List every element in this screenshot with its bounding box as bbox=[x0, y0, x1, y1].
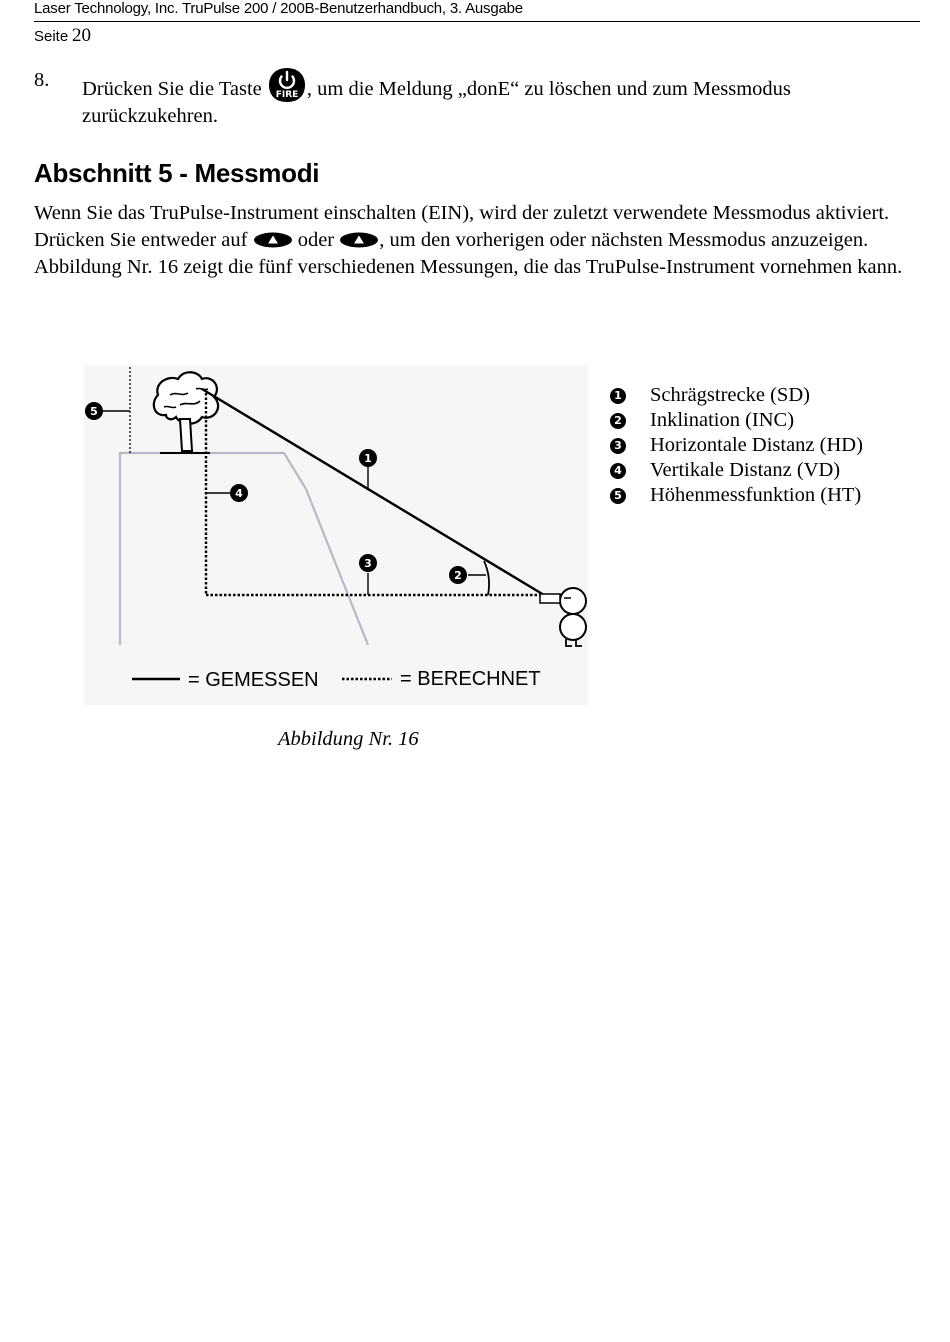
legend-number: 5 bbox=[610, 488, 626, 504]
up-button-icon bbox=[253, 232, 293, 248]
legend-label: Horizontale Distanz (HD) bbox=[650, 434, 863, 456]
section-heading: Abschnitt 5 - Messmodi bbox=[34, 158, 320, 188]
para-part2: oder bbox=[297, 229, 335, 251]
legend-label: Inklination (INC) bbox=[650, 409, 795, 431]
figure-caption: Abbildung Nr. 16 bbox=[278, 728, 419, 750]
section-paragraph bbox=[34, 200, 916, 281]
marker-3 bbox=[359, 554, 377, 572]
marker-3-label: 3 bbox=[364, 557, 372, 570]
marker-2 bbox=[449, 566, 467, 584]
legend-number: 4 bbox=[610, 463, 626, 479]
marker-1-label: 1 bbox=[364, 452, 372, 465]
legend-number: 3 bbox=[610, 438, 626, 454]
marker-4-label: 4 bbox=[235, 487, 243, 500]
measurement-figure bbox=[84, 365, 588, 705]
marker-2-label: 2 bbox=[454, 569, 462, 582]
page-number: 20 bbox=[71, 25, 91, 46]
page-header bbox=[34, 0, 920, 22]
measured-legend-text: = GEMESSEN bbox=[188, 669, 319, 691]
marker-4 bbox=[230, 484, 248, 502]
para-part1: Wenn Sie das TruPulse-Instrument einschalten (EIN), wird der zuletzt verwendete Messmodus aktiviert. Drücken Sie entweder auf bbox=[34, 202, 890, 251]
step-text-after: , um die Meldung „donE“ zu löschen und zum Messmodus zurückzukehren. bbox=[82, 78, 791, 127]
marker-5-label: 5 bbox=[90, 405, 98, 418]
fire-button-label: FIRE bbox=[275, 90, 299, 100]
figure-background bbox=[84, 365, 588, 705]
marker-5 bbox=[85, 402, 103, 420]
legend-label: Schrägstrecke (SD) bbox=[650, 384, 810, 406]
step-text bbox=[82, 67, 912, 130]
para-part3: , um den vorherigen oder nächsten Messmodus anzuzeigen. Abbildung Nr. 16 zeigt die fünf verschiedenen Messungen, die das TruPulse-Instrument vornehmen kann. bbox=[34, 229, 903, 278]
figure-svg bbox=[84, 365, 588, 705]
step-number: 8. bbox=[34, 69, 50, 91]
legend-number: 2 bbox=[610, 413, 626, 429]
fire-button-icon bbox=[267, 67, 307, 103]
page-indicator bbox=[34, 25, 91, 47]
page-label: Seite bbox=[34, 28, 69, 45]
legend-label: Höhenmessfunktion (HT) bbox=[650, 484, 862, 506]
calculated-legend-text: = BERECHNET bbox=[400, 668, 541, 690]
step-text-before: Drücken Sie die Taste bbox=[82, 78, 262, 100]
down-button-icon bbox=[339, 232, 379, 248]
marker-1 bbox=[359, 449, 377, 467]
legend-number: 1 bbox=[610, 388, 626, 404]
legend-label: Vertikale Distanz (VD) bbox=[650, 459, 841, 481]
header-title: Laser Technology, Inc. TruPulse 200 / 200B-Benutzerhandbuch, 3. Ausgabe bbox=[34, 0, 523, 17]
